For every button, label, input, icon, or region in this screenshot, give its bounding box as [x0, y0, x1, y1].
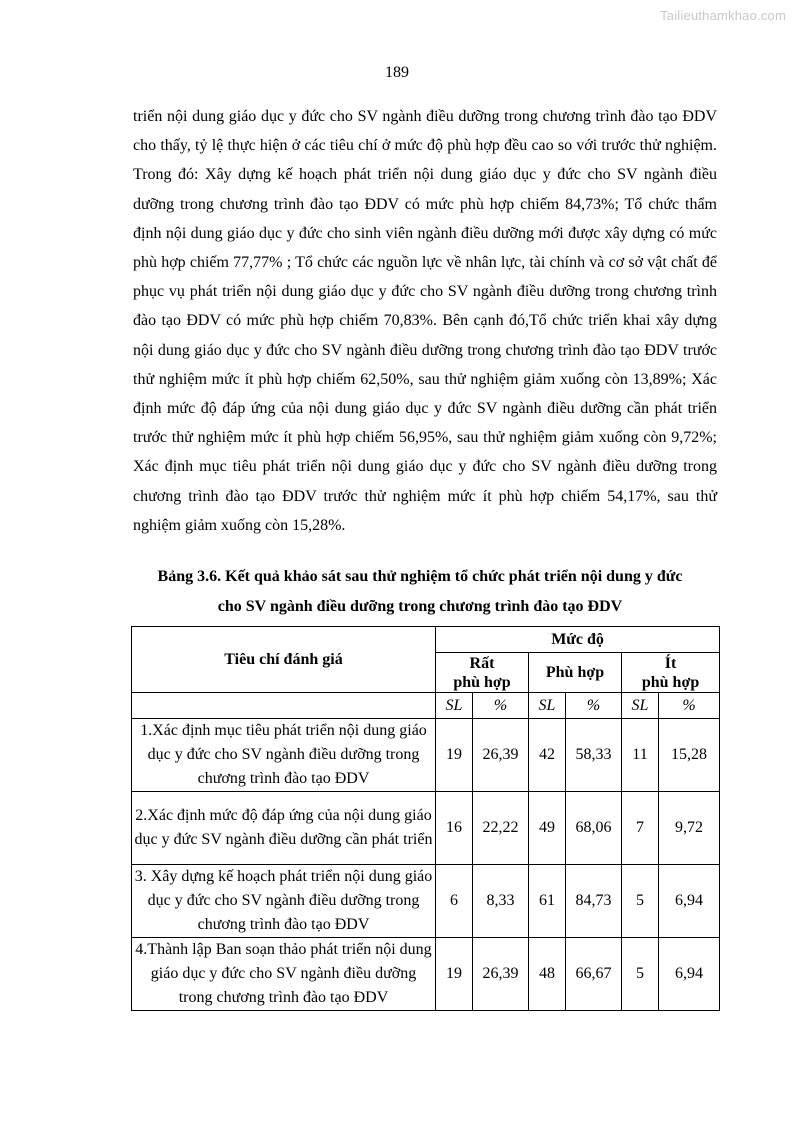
- value-cell: 8,33: [473, 865, 529, 938]
- header-pct: %: [659, 693, 720, 719]
- criterion-cell: 1.Xác định mục tiêu phát triển nội dung giáo dục y đức cho SV ngành điều dưỡng trong chương trình đào tạo ĐDV: [132, 719, 436, 792]
- survey-results-table: [131, 626, 720, 1011]
- value-cell: 48: [529, 938, 566, 1011]
- value-cell: 16: [436, 792, 473, 865]
- value-cell: 66,67: [566, 938, 622, 1011]
- value-cell: 26,39: [473, 938, 529, 1011]
- header-level-less-suitable: [622, 653, 720, 693]
- header-level-suitable: [529, 653, 622, 693]
- header-pct: %: [473, 693, 529, 719]
- value-cell: 84,73: [566, 865, 622, 938]
- value-cell: 68,06: [566, 792, 622, 865]
- value-cell: 6,94: [659, 938, 720, 1011]
- header-pct: %: [566, 693, 622, 719]
- table-caption-line-2: cho SV ngành điều dưỡng trong chương trình đào tạo ĐDV: [217, 598, 623, 615]
- level-label-line-2: phù hợp: [453, 673, 511, 691]
- value-cell: 11: [622, 719, 659, 792]
- header-blank: [132, 693, 436, 719]
- value-cell: 26,39: [473, 719, 529, 792]
- criterion-cell: 3. Xây dựng kế hoạch phát triển nội dung giáo dục y đức cho SV ngành điều dưỡng trong chương trình đào tạo ĐDV: [132, 865, 436, 938]
- body-paragraph: triển nội dung giáo dục y đức cho SV ngành điều dưỡng trong chương trình đào tạo ĐDV cho thấy, tỷ lệ thực hiện ở các tiêu chí ở mức độ phù hợp đều cao so với trước thử nghiệm. Trong đó: Xây dựng kế hoạch phát triển nội dung giáo dục y đức cho SV ngành điều dưỡng trong chương trình đào tạo ĐDV có mức phù hợp chiếm 84,73%; Tổ chức thẩm định nội dung giáo dục y đức cho sinh viên ngành điều dưỡng mới được xây dựng có mức phù hợp chiếm 77,77% ; Tổ chức các nguồn lực về nhân lực, tài chính và cơ sở vật chất để phục vụ phát triển nội dung giáo dục y đức cho SV ngành điều dưỡng trong chương trình đào tạo ĐDV có mức phù hợp chiếm 70,83%. Bên cạnh đó,Tổ chức triển khai xây dựng nội dung giáo dục y đức cho SV ngành điều dưỡng trong chương trình đào tạo ĐDV trước thử nghiệm mức ít phù hợp chiếm 62,50%, sau thử nghiệm giảm xuống còn 13,89%; Xác định mức độ đáp ứng của nội dung giáo dục y đức SV ngành điều dưỡng cần phát triển trước thử nghiệm mức ít phù hợp chiếm 56,95%, sau thử nghiệm giảm xuống còn 9,72%; Xác định mục tiêu phát triển nội dung giáo dục y đức cho SV ngành điều dưỡng trong chương trình đào tạo ĐDV trước thử nghiệm mức ít phù hợp chiếm 54,17%, sau thử nghiệm giảm xuống còn 15,28%.: [133, 108, 717, 534]
- table-row: [132, 865, 720, 938]
- value-cell: 9,72: [659, 792, 720, 865]
- criterion-cell: 4.Thành lập Ban soạn thảo phát triển nội dung giáo dục y đức cho SV ngành điều dưỡng trong chương trình đào tạo ĐDV: [132, 938, 436, 1011]
- value-cell: 49: [529, 792, 566, 865]
- value-cell: 42: [529, 719, 566, 792]
- table-header-row-1: [132, 627, 720, 653]
- header-sl: SL: [529, 693, 566, 719]
- table-caption-line-1: Bảng 3.6. Kết quả khảo sát sau thử nghiệm tổ chức phát triển nội dung y đức: [157, 568, 683, 585]
- header-level: Mức độ: [436, 627, 720, 653]
- header-sl: SL: [622, 693, 659, 719]
- table-row: [132, 792, 720, 865]
- value-cell: 5: [622, 865, 659, 938]
- level-label-line-1: Rất: [469, 654, 495, 672]
- level-label-line-2: phù hợp: [641, 673, 700, 691]
- value-cell: 5: [622, 938, 659, 1011]
- header-level-very-suitable: [436, 653, 529, 693]
- value-cell: 6: [436, 865, 473, 938]
- value-cell: 19: [436, 938, 473, 1011]
- criterion-cell: 2.Xác định mức độ đáp ứng của nội dung giáo dục y đức SV ngành điều dưỡng cần phát triển: [132, 792, 436, 865]
- table-row: [132, 938, 720, 1011]
- value-cell: 19: [436, 719, 473, 792]
- page-number: 189: [385, 64, 409, 81]
- watermark: Tailieuthamkhao.com: [660, 8, 786, 23]
- value-cell: 61: [529, 865, 566, 938]
- table-header-row-3: [132, 693, 720, 719]
- value-cell: 22,22: [473, 792, 529, 865]
- header-sl: SL: [436, 693, 473, 719]
- level-label-line-1: Ít: [664, 654, 677, 672]
- table-caption: [110, 562, 730, 622]
- table-row: [132, 719, 720, 792]
- value-cell: 7: [622, 792, 659, 865]
- level-label-line-1: Phù hợp: [545, 664, 605, 681]
- header-criteria: Tiêu chí đánh giá: [132, 627, 436, 693]
- value-cell: 15,28: [659, 719, 720, 792]
- value-cell: 58,33: [566, 719, 622, 792]
- value-cell: 6,94: [659, 865, 720, 938]
